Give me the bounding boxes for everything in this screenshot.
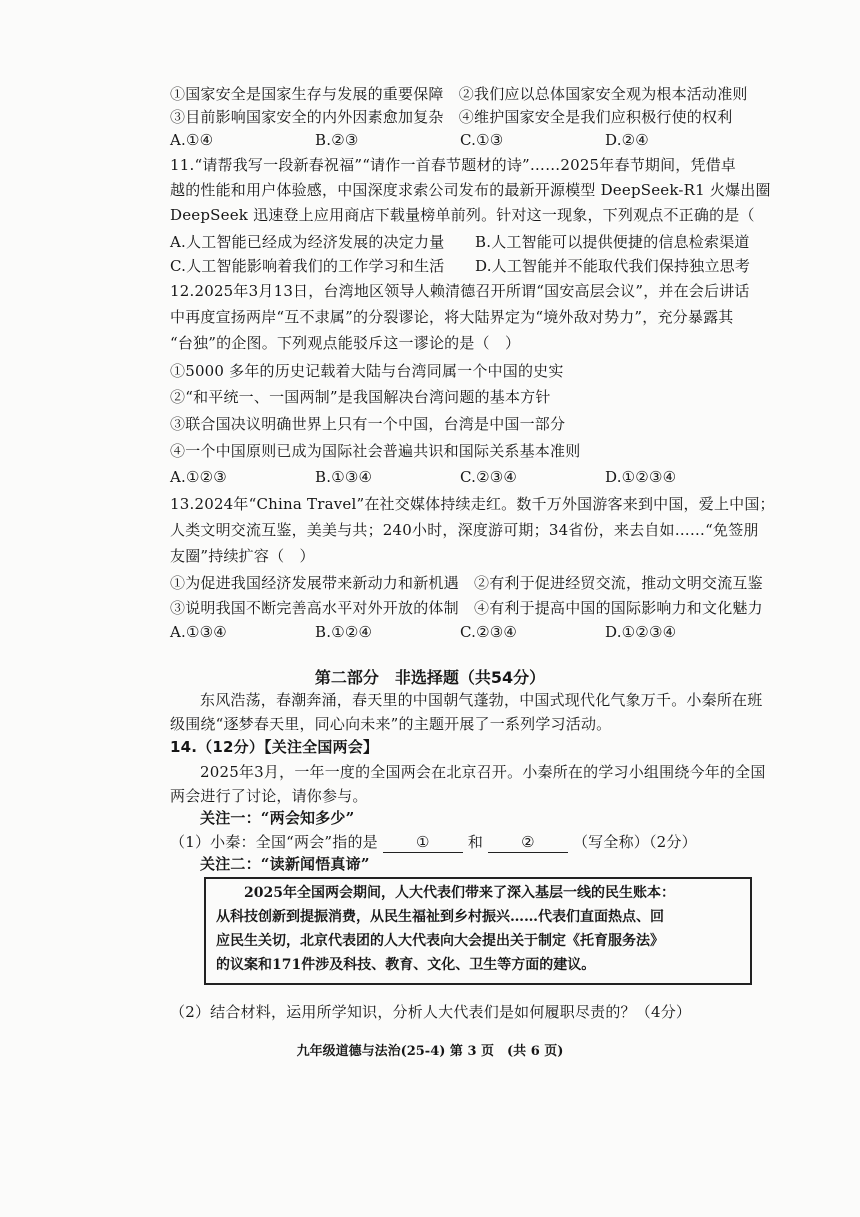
option-d: D.②④ <box>605 131 649 149</box>
q11-options-row <box>170 232 760 252</box>
option-c: C.①③ <box>460 131 504 149</box>
q14-2-question: （2）结合材料，运用所学知识，分析人大代表们是如何履职尽责的？（4分） <box>170 1003 692 1021</box>
material-line: 的议案和171件涉及科技、教育、文化、卫生等方面的建议。 <box>216 957 596 973</box>
q13-item-line: ①为促进我国经济发展带来新动力和新机遇 ②有利于促进经贸交流，推动文明交流互鉴 <box>170 574 763 592</box>
answer-blank-2[interactable]: ② <box>488 832 568 853</box>
q14-intro-line: 2025年3月，一年一度的全国两会在北京召开。小秦所在的学习小组围绕今年的全国 <box>200 763 766 781</box>
q11-options-row <box>170 256 760 276</box>
q14-1-and: 和 <box>467 833 484 851</box>
option-d: D.①②③④ <box>605 623 677 641</box>
q14-intro-line: 两会进行了讨论，请你参与。 <box>170 787 368 805</box>
q12-stem-line: “台独”的企图。下列观点能驳斥这一谬论的是（ ） <box>170 334 521 352</box>
option-c: C.②③④ <box>460 623 518 641</box>
option-a: A.①③④ <box>170 623 227 641</box>
material-box <box>204 877 752 985</box>
q13-item-line: ③说明我国不断完善高水平对外开放的体制 ④有利于提高中国的国际影响力和文化魅力 <box>170 599 763 617</box>
q12-item-line: ③联合国决议明确世界上只有一个中国，台湾是中国一部分 <box>170 415 566 433</box>
page-footer: 九年级道德与法治(25-4) 第 3 页 (共 6 页) <box>296 1044 564 1059</box>
material-line: 2025年全国两会期间，人大代表们带来了深入基层一线的民生账本： <box>216 885 675 901</box>
material-line: 从科技创新到提振消费，从民生福祉到乡村振兴……代表们直面热点、回 <box>216 909 664 925</box>
q12-item-line: ④一个中国原则已成为国际社会普遍共识和国际关系基本准则 <box>170 442 581 460</box>
q14-title: 14.（12分）【关注全国两会】 <box>170 738 379 756</box>
option-c: C.人工智能影响着我们的工作学习和生活 <box>170 257 445 275</box>
option-b: B.②③ <box>315 131 359 149</box>
option-b: B.①③④ <box>315 468 373 486</box>
q12-options <box>170 467 760 487</box>
option-b: B.人工智能可以提供便捷的信息检索渠道 <box>475 233 750 251</box>
q14-1-prefix: （1）小秦：全国“两会”指的是 <box>170 833 378 851</box>
q13-options <box>170 622 760 642</box>
option-a: A.①④ <box>170 131 214 149</box>
option-d: D.人工智能并不能取代我们保持独立思考 <box>475 257 751 275</box>
q11-stem-line: DeepSeek 迅速登上应用商店下载量榜单前列。针对这一现象，下列观点不正确的是（ <box>170 206 755 224</box>
q12-stem-line: 12.2025年3月13日，台湾地区领导人赖清德召开所谓“国安高层会议”，并在会后讲话 <box>170 282 750 300</box>
q13-stem-line: 友圈”持续扩容（ ） <box>170 547 315 565</box>
q13-stem-line: 13.2024年“China Travel”在社交媒体持续走红。数千万外国游客来到中国，爱上中国； <box>170 495 775 513</box>
option-d: D.①②③④ <box>605 468 677 486</box>
material-line: 应民生关切，北京代表团的人大代表向大会提出关于制定《托育服务法》 <box>216 933 664 949</box>
q10-item-line: ①国家安全是国家生存与发展的重要保障 ②我们应以总体国家安全观为根本活动准则 <box>170 85 748 103</box>
option-b: B.①②④ <box>315 623 373 641</box>
option-a: A.人工智能已经成为经济发展的决定力量 <box>170 233 445 251</box>
q12-stem-line: 中再度宣扬两岸“互不隶属”的分裂谬论，将大陆界定为“境外敌对势力”，充分暴露其 <box>170 308 734 326</box>
section-title: 第二部分 非选择题（共54分） <box>314 668 546 687</box>
option-a: A.①②③ <box>170 468 227 486</box>
q11-stem-line: 越的性能和用户体验感，中国深度求索公司发布的最新开源模型 DeepSeek-R1 火爆出圈 <box>170 181 771 199</box>
answer-blank-1[interactable]: ① <box>383 832 463 853</box>
q12-item-line: ①5000 多年的历史记载着大陆与台湾同属一个中国的史实 <box>170 362 564 380</box>
part2-intro-line: 级围绕“逐梦春天里，同心向未来”的主题开展了一系列学习活动。 <box>170 715 612 733</box>
part2-intro-line: 东风浩荡，春潮奔涌，春天里的中国朝气蓬勃，中国式现代化气象万千。小秦所在班 <box>200 691 763 709</box>
focus-two-heading: 关注二：“读新闻悟真谛” <box>200 855 370 873</box>
focus-one-heading: 关注一：“两会知多少” <box>200 809 355 827</box>
q12-item-line: ②“和平统一、一国两制”是我国解决台湾问题的基本方针 <box>170 388 551 406</box>
option-c: C.②③④ <box>460 468 518 486</box>
q10-options <box>170 130 760 150</box>
q11-stem-line: 11.“请帮我写一段新春祝福”“请作一首春节题材的诗”……2025年春节期间，凭借卓 <box>170 156 737 174</box>
q10-item-line: ③目前影响国家安全的内外因素愈加复杂 ④维护国家安全是我们应积极行使的权利 <box>170 108 733 126</box>
q14-1-suffix: （写全称）（2分） <box>572 833 697 851</box>
q13-stem-line: 人类文明交流互鉴，美美与共；240小时，深度游可期；34省份，来去自如……“免签朋 <box>170 521 759 539</box>
q14-1-line <box>170 832 760 853</box>
